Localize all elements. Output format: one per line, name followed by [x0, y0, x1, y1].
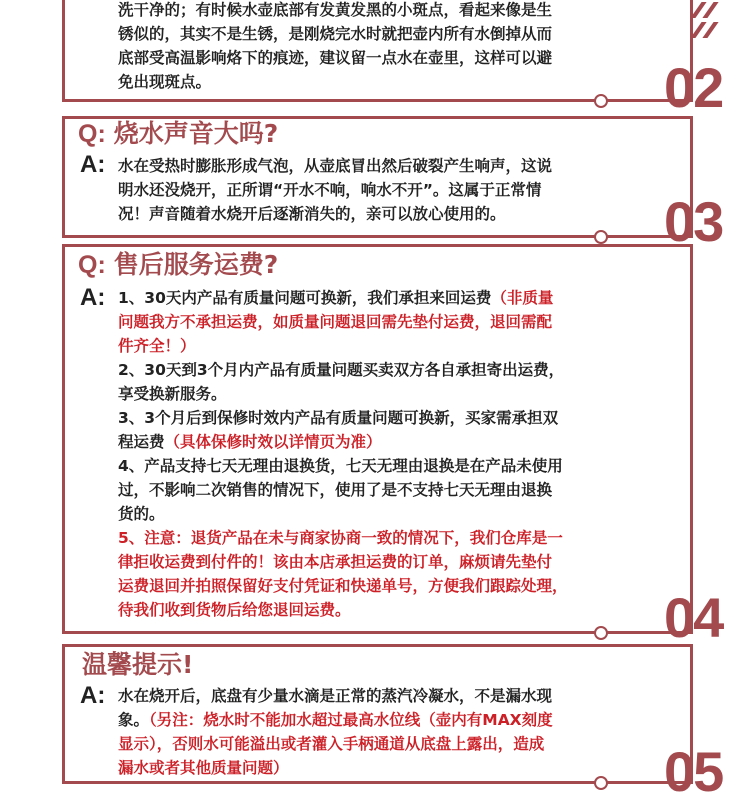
a-label: A: — [80, 284, 106, 311]
frame-circle-icon — [594, 94, 608, 108]
answer-text-1: 洗干净的；有时候水壶底部有发黄发黑的小斑点，看起来像是生 锈似的，其实不是生锈，是刚烧完水时就把壶内所有水倒掉从而 底部受高温影响烙下的痕迹，建议留一点水在壶里，这样可以避 免出现斑点。 — [118, 1, 553, 91]
q-label: Q: — [78, 251, 106, 279]
answer-item-5: 5、注意：退货产品在未与商家协商一致的情况下，我们仓库是一 — [118, 529, 563, 547]
decorative-slashes-icon — [686, 2, 726, 42]
answer-text-4: 水在烧开后，底盘有少量水滴是正常的蒸汽冷凝水，不是漏水现 象。（另注：烧水时不能加水超过最高水位线（壶内有MAX刻度 显示），否则水可能溢出或者灌入手柄通道从底盘上露出，造成 漏水或者其他质量问题） — [118, 687, 553, 777]
question-text: 烧水声音大吗? — [113, 119, 279, 148]
section-number-04: 04 — [664, 586, 723, 649]
section-number-03: 03 — [664, 190, 723, 253]
answer-item-2: 2、30天到3个月内产品有质量问题买卖双方各自承担寄出运费， — [118, 361, 565, 379]
section-number-05: 05 — [664, 740, 723, 803]
frame-circle-icon — [594, 230, 608, 244]
answer-text-2: 水在受热时膨胀形成气泡，从壶底冒出然后破裂产生响声，这说 明水还没烧开，正所谓“开水不响，响水不开”。这属于正常情 况！声音随着水烧开后逐渐消失的，亲可以放心使用的。 — [118, 157, 553, 223]
question-3 — [78, 250, 278, 280]
a-label: A: — [80, 151, 106, 178]
tip-title: 温馨提示! — [82, 650, 194, 679]
a-label: A: — [80, 682, 106, 709]
answer-item-3: 3、3个月后到保修时效内产品有质量问题可换新，买家需承担双 — [118, 409, 559, 427]
section-number-02: 02 — [664, 56, 723, 119]
answer-text-3: 1、30天内产品有质量问题可换新，我们承担来回运费（非质量 问题我方不承担运费，如质量问题退回需先垫付运费，退回需配 件齐全！） 2、30天到3个月内产品有质量问题买卖双方各自承担寄出运费， 享受换新服务。 3、3个月后到保修时效内产品有质量问题可换新，买家需承担双 程运费（具体保修时效以详情页为准） 4、产品支持七天无理由退换货，七天无理由退换是在产品未使用 过，不影响二次销售的情况下，使用了是不支持七天无理由退换 货的。 5、注意：退货产品在未与商家协商一致的情况下，我们仓库是一 律拒收运费到付件的！该由本店承担运费的订单，麻烦请先垫付 运费退回并拍照保留好支付凭证和快递单号，方便我们跟踪处理， 待我们收到货物后给您退回运费。 — [118, 286, 683, 622]
answer-item-1: 1、30天内产品有质量问题可换新，我们承担来回运费（非质量 — [118, 289, 554, 307]
answer-item-4: 4、产品支持七天无理由退换货，七天无理由退换是在产品未使用 — [118, 457, 563, 475]
q-label: Q: — [78, 120, 106, 148]
frame-circle-icon — [594, 626, 608, 640]
question-text: 售后服务运费? — [113, 250, 279, 279]
question-2 — [78, 119, 278, 149]
